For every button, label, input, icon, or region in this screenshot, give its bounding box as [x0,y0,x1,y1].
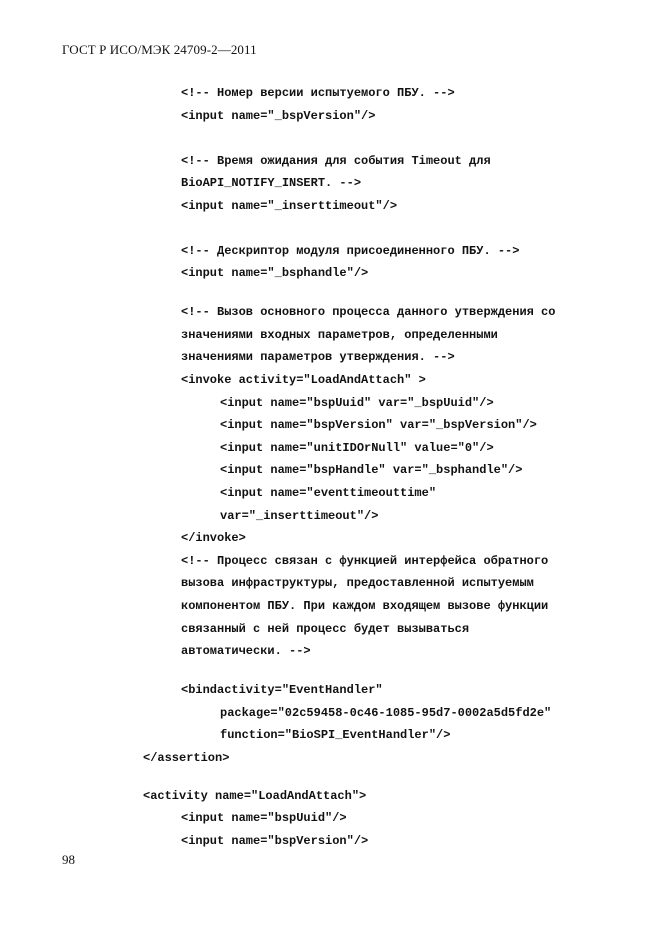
code-line: <input name="bspHandle" var="_bsphandle"/> [220,463,523,477]
code-line: <input name="unitIDOrNull" value="0"/> [220,441,494,455]
code-line: </invoke> [181,531,246,545]
code-line: function="BioSPI_EventHandler"/> [220,728,451,742]
code-comment-line: <!-- Вызов основного процесса данного утверждения со [181,305,556,319]
code-line: <input name="eventtimeouttime" [220,486,437,500]
code-line: package="02c59458-0c46-1085-95d7-0002a5d5fd2e" [220,706,552,720]
code-line: <input name="_bsphandle"/> [181,266,369,280]
code-comment-line: <!-- Процесс связан с функцией интерфейса обратного [181,554,549,568]
code-line: </assertion> [143,751,230,765]
code-line: <activity name="LoadAndAttach"> [143,789,367,803]
page-number: 98 [62,852,75,867]
code-comment-line: <!-- Номер версии испытуемого ПБУ. --> [181,86,455,100]
code-comment-line: значениями параметров утверждения. --> [181,350,455,364]
code-line: <input name="bspUuid" var="_bspUuid"/> [220,396,494,410]
code-line: <input name="bspVersion" var="_bspVersion"/> [220,418,537,432]
code-comment-line: BioAPI_NOTIFY_INSERT. --> [181,176,362,190]
standard-title: ГОСТ Р ИСО/МЭК 24709-2—2011 [62,42,257,57]
code-comment-line: компонентом ПБУ. При каждом входящем вызове функции [181,599,549,613]
code-line: <input name="_bspVersion"/> [181,109,376,123]
code-line: <bindactivity="EventHandler" [181,683,383,697]
code-comment-line: <!-- Время ожидания для события Timeout для [181,154,491,168]
code-comment-line: автоматически. --> [181,644,311,658]
code-comment-line: вызова инфраструктуры, предоставленной испытуемым [181,576,534,590]
code-line: <input name="bspVersion"/> [181,834,369,848]
code-comment-line: значениями входных параметров, определенными [181,328,498,342]
code-line: var="_inserttimeout"/> [220,509,379,523]
code-line: <input name="_inserttimeout"/> [181,199,398,213]
code-line: <invoke activity="LoadAndAttach" > [181,373,426,387]
code-comment-line: связанный с ней процесс будет вызываться [181,622,470,636]
code-line: <input name="bspUuid"/> [181,811,347,825]
code-comment-line: <!-- Дескриптор модуля присоединенного ПБУ. --> [181,244,520,258]
